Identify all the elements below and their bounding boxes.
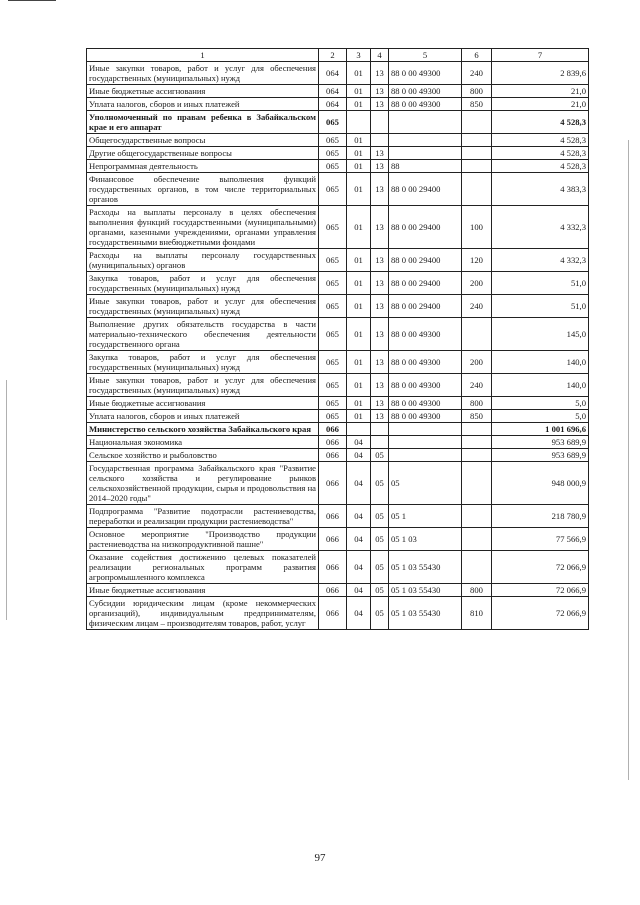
row-target-code-cell: 88 0 00 29400 xyxy=(389,272,462,295)
row-target-code-cell: 88 0 00 49300 xyxy=(389,85,462,98)
row-amount-cell: 145,0 xyxy=(492,318,589,351)
row-subsection-cell: 13 xyxy=(371,295,389,318)
row-expense-type-cell xyxy=(462,505,492,528)
row-amount-cell: 953 689,9 xyxy=(492,436,589,449)
row-section-cell: 04 xyxy=(347,462,371,505)
table-row xyxy=(87,62,589,85)
row-name-cell: Министерство сельского хозяйства Забайкальского края xyxy=(87,423,319,436)
row-amount-cell: 1 001 696,6 xyxy=(492,423,589,436)
row-subsection-cell: 13 xyxy=(371,272,389,295)
table-row xyxy=(87,173,589,206)
row-admin-code-cell: 066 xyxy=(319,436,347,449)
row-section-cell: 01 xyxy=(347,295,371,318)
row-amount-cell: 21,0 xyxy=(492,98,589,111)
table-row xyxy=(87,206,589,249)
header-col-4: 4 xyxy=(371,49,389,62)
table-row xyxy=(87,160,589,173)
row-expense-type-cell: 240 xyxy=(462,62,492,85)
row-amount-cell: 5,0 xyxy=(492,410,589,423)
row-name-cell: Уполномоченный по правам ребенка в Забайкальском крае и его аппарат xyxy=(87,111,319,134)
row-admin-code-cell: 065 xyxy=(319,111,347,134)
table-row xyxy=(87,147,589,160)
row-amount-cell: 140,0 xyxy=(492,351,589,374)
row-target-code-cell: 88 0 00 49300 xyxy=(389,410,462,423)
page-number: 97 xyxy=(314,852,326,864)
row-subsection-cell: 13 xyxy=(371,173,389,206)
row-name-cell: Закупка товаров, работ и услуг для обеспечения государственных (муниципальных) нужд xyxy=(87,351,319,374)
row-admin-code-cell: 064 xyxy=(319,98,347,111)
row-admin-code-cell: 066 xyxy=(319,423,347,436)
row-admin-code-cell: 065 xyxy=(319,206,347,249)
table-row xyxy=(87,462,589,505)
row-section-cell: 01 xyxy=(347,272,371,295)
row-section-cell: 04 xyxy=(347,528,371,551)
row-amount-cell: 953 689,9 xyxy=(492,449,589,462)
row-section-cell: 01 xyxy=(347,318,371,351)
table-row xyxy=(87,249,589,272)
row-target-code-cell: 05 1 03 xyxy=(389,528,462,551)
row-name-cell: Выполнение других обязательств государства в части материально-технического обеспечения деятельности государственного органа xyxy=(87,318,319,351)
row-subsection-cell: 13 xyxy=(371,374,389,397)
row-name-cell: Национальная экономика xyxy=(87,436,319,449)
row-target-code-cell: 88 0 00 29400 xyxy=(389,206,462,249)
row-expense-type-cell xyxy=(462,462,492,505)
table-row xyxy=(87,505,589,528)
row-admin-code-cell: 065 xyxy=(319,374,347,397)
row-name-cell: Уплата налогов, сборов и иных платежей xyxy=(87,410,319,423)
row-amount-cell: 51,0 xyxy=(492,295,589,318)
row-amount-cell: 21,0 xyxy=(492,85,589,98)
header-col-7: 7 xyxy=(492,49,589,62)
row-target-code-cell: 05 1 03 55430 xyxy=(389,551,462,584)
table-row xyxy=(87,295,589,318)
table-row xyxy=(87,374,589,397)
row-amount-cell: 2 839,6 xyxy=(492,62,589,85)
row-section-cell: 01 xyxy=(347,134,371,147)
row-amount-cell: 4 332,3 xyxy=(492,206,589,249)
top-rule xyxy=(8,0,56,1)
row-target-code-cell: 88 0 00 49300 xyxy=(389,318,462,351)
budget-table xyxy=(86,48,589,630)
row-target-code-cell: 05 1 xyxy=(389,505,462,528)
row-section-cell: 01 xyxy=(347,160,371,173)
row-subsection-cell: 13 xyxy=(371,351,389,374)
row-section-cell: 04 xyxy=(347,597,371,630)
row-section-cell: 01 xyxy=(347,62,371,85)
table-row xyxy=(87,134,589,147)
row-amount-cell: 948 000,9 xyxy=(492,462,589,505)
scan-edge-right xyxy=(628,140,629,780)
row-amount-cell: 4 383,3 xyxy=(492,173,589,206)
row-expense-type-cell: 850 xyxy=(462,410,492,423)
row-expense-type-cell xyxy=(462,551,492,584)
row-amount-cell: 4 528,3 xyxy=(492,147,589,160)
table-row xyxy=(87,528,589,551)
row-target-code-cell: 88 0 00 29400 xyxy=(389,249,462,272)
table-row xyxy=(87,423,589,436)
table-row xyxy=(87,98,589,111)
row-target-code-cell xyxy=(389,111,462,134)
row-subsection-cell: 05 xyxy=(371,462,389,505)
row-name-cell: Уплата налогов, сборов и иных платежей xyxy=(87,98,319,111)
row-amount-cell: 77 566,9 xyxy=(492,528,589,551)
row-subsection-cell: 13 xyxy=(371,147,389,160)
row-admin-code-cell: 065 xyxy=(319,410,347,423)
row-admin-code-cell: 065 xyxy=(319,173,347,206)
row-section-cell: 01 xyxy=(347,351,371,374)
row-subsection-cell: 05 xyxy=(371,505,389,528)
table-body xyxy=(87,62,589,630)
header-col-2: 2 xyxy=(319,49,347,62)
row-section-cell xyxy=(347,111,371,134)
table-row xyxy=(87,449,589,462)
row-subsection-cell: 05 xyxy=(371,528,389,551)
table-row xyxy=(87,584,589,597)
row-target-code-cell xyxy=(389,436,462,449)
row-target-code-cell: 05 1 03 55430 xyxy=(389,597,462,630)
row-section-cell: 01 xyxy=(347,397,371,410)
row-expense-type-cell: 810 xyxy=(462,597,492,630)
row-name-cell: Другие общегосударственные вопросы xyxy=(87,147,319,160)
row-admin-code-cell: 066 xyxy=(319,528,347,551)
table-row xyxy=(87,85,589,98)
row-amount-cell: 72 066,9 xyxy=(492,584,589,597)
row-name-cell: Общегосударственные вопросы xyxy=(87,134,319,147)
row-admin-code-cell: 065 xyxy=(319,351,347,374)
row-name-cell: Иные закупки товаров, работ и услуг для обеспечения государственных (муниципальных) нужд xyxy=(87,295,319,318)
row-section-cell: 04 xyxy=(347,436,371,449)
row-admin-code-cell: 066 xyxy=(319,505,347,528)
table-row xyxy=(87,397,589,410)
row-amount-cell: 4 332,3 xyxy=(492,249,589,272)
row-admin-code-cell: 065 xyxy=(319,397,347,410)
row-admin-code-cell: 065 xyxy=(319,160,347,173)
row-subsection-cell xyxy=(371,111,389,134)
header-col-3: 3 xyxy=(347,49,371,62)
row-expense-type-cell xyxy=(462,134,492,147)
row-amount-cell: 4 528,3 xyxy=(492,111,589,134)
row-subsection-cell xyxy=(371,134,389,147)
row-target-code-cell: 88 xyxy=(389,160,462,173)
row-name-cell: Сельское хозяйство и рыболовство xyxy=(87,449,319,462)
row-admin-code-cell: 064 xyxy=(319,62,347,85)
row-subsection-cell: 13 xyxy=(371,206,389,249)
row-section-cell: 01 xyxy=(347,249,371,272)
row-section-cell: 01 xyxy=(347,98,371,111)
row-name-cell: Субсидии юридическим лицам (кроме некоммерческих организаций), индивидуальным предпринимателям, физическим лицам – производителям товаров, работ, услуг xyxy=(87,597,319,630)
table-row xyxy=(87,272,589,295)
row-name-cell: Иные закупки товаров, работ и услуг для обеспечения государственных (муниципальных) нужд xyxy=(87,374,319,397)
row-subsection-cell: 13 xyxy=(371,397,389,410)
row-subsection-cell: 05 xyxy=(371,597,389,630)
row-admin-code-cell: 065 xyxy=(319,134,347,147)
row-amount-cell: 72 066,9 xyxy=(492,597,589,630)
row-name-cell: Государственная программа Забайкальского края "Развитие сельского хозяйства и регулирование рынков сельскохозяйственной продукции, сырья и продовольствия на 2014–2020 годы" xyxy=(87,462,319,505)
row-subsection-cell: 05 xyxy=(371,449,389,462)
row-name-cell: Оказание содействия достижению целевых показателей реализации региональных программ развития агропромышленного комплекса xyxy=(87,551,319,584)
row-target-code-cell xyxy=(389,449,462,462)
row-amount-cell: 218 780,9 xyxy=(492,505,589,528)
table-row xyxy=(87,111,589,134)
row-admin-code-cell: 064 xyxy=(319,85,347,98)
row-name-cell: Непрограммная деятельность xyxy=(87,160,319,173)
row-name-cell: Подпрограмма "Развитие подотрасли растениеводства, переработки и реализации продукции растениеводства" xyxy=(87,505,319,528)
row-expense-type-cell xyxy=(462,423,492,436)
row-admin-code-cell: 065 xyxy=(319,295,347,318)
row-expense-type-cell xyxy=(462,173,492,206)
row-amount-cell: 72 066,9 xyxy=(492,551,589,584)
row-subsection-cell: 13 xyxy=(371,410,389,423)
row-target-code-cell: 88 0 00 29400 xyxy=(389,173,462,206)
row-section-cell: 01 xyxy=(347,410,371,423)
row-admin-code-cell: 065 xyxy=(319,147,347,160)
row-name-cell: Иные бюджетные ассигнования xyxy=(87,397,319,410)
row-section-cell xyxy=(347,423,371,436)
row-amount-cell: 5,0 xyxy=(492,397,589,410)
row-amount-cell: 4 528,3 xyxy=(492,160,589,173)
table-row xyxy=(87,351,589,374)
row-target-code-cell: 88 0 00 29400 xyxy=(389,295,462,318)
row-subsection-cell: 13 xyxy=(371,318,389,351)
row-target-code-cell xyxy=(389,147,462,160)
row-expense-type-cell: 240 xyxy=(462,374,492,397)
header-col-6: 6 xyxy=(462,49,492,62)
row-expense-type-cell xyxy=(462,160,492,173)
scan-edge-left xyxy=(6,380,7,620)
row-target-code-cell xyxy=(389,423,462,436)
row-admin-code-cell: 066 xyxy=(319,551,347,584)
row-admin-code-cell: 066 xyxy=(319,449,347,462)
row-admin-code-cell: 066 xyxy=(319,584,347,597)
row-admin-code-cell: 065 xyxy=(319,249,347,272)
row-name-cell: Закупка товаров, работ и услуг для обеспечения государственных (муниципальных) нужд xyxy=(87,272,319,295)
row-name-cell: Основное мероприятие "Производство продукции растениеводства на низкопродуктивной пашне" xyxy=(87,528,319,551)
row-expense-type-cell: 800 xyxy=(462,584,492,597)
row-subsection-cell: 13 xyxy=(371,160,389,173)
row-expense-type-cell xyxy=(462,436,492,449)
row-subsection-cell: 13 xyxy=(371,85,389,98)
row-expense-type-cell: 850 xyxy=(462,98,492,111)
row-name-cell: Иные бюджетные ассигнования xyxy=(87,85,319,98)
row-expense-type-cell xyxy=(462,318,492,351)
row-amount-cell: 4 528,3 xyxy=(492,134,589,147)
row-section-cell: 01 xyxy=(347,173,371,206)
row-expense-type-cell: 800 xyxy=(462,397,492,410)
row-target-code-cell xyxy=(389,134,462,147)
row-target-code-cell: 88 0 00 49300 xyxy=(389,62,462,85)
row-name-cell: Иные бюджетные ассигнования xyxy=(87,584,319,597)
row-section-cell: 01 xyxy=(347,147,371,160)
row-target-code-cell: 05 xyxy=(389,462,462,505)
table-row xyxy=(87,551,589,584)
row-section-cell: 04 xyxy=(347,505,371,528)
row-subsection-cell: 05 xyxy=(371,551,389,584)
row-expense-type-cell xyxy=(462,147,492,160)
row-admin-code-cell: 065 xyxy=(319,318,347,351)
row-subsection-cell xyxy=(371,423,389,436)
row-target-code-cell: 88 0 00 49300 xyxy=(389,351,462,374)
row-section-cell: 01 xyxy=(347,374,371,397)
header-col-5: 5 xyxy=(389,49,462,62)
row-expense-type-cell: 100 xyxy=(462,206,492,249)
row-admin-code-cell: 066 xyxy=(319,462,347,505)
row-expense-type-cell: 120 xyxy=(462,249,492,272)
table-row xyxy=(87,597,589,630)
row-amount-cell: 140,0 xyxy=(492,374,589,397)
row-section-cell: 04 xyxy=(347,584,371,597)
row-target-code-cell: 05 1 03 55430 xyxy=(389,584,462,597)
table-row xyxy=(87,436,589,449)
row-expense-type-cell: 240 xyxy=(462,295,492,318)
row-subsection-cell: 13 xyxy=(371,62,389,85)
row-section-cell: 04 xyxy=(347,449,371,462)
row-admin-code-cell: 066 xyxy=(319,597,347,630)
row-expense-type-cell: 200 xyxy=(462,272,492,295)
row-section-cell: 01 xyxy=(347,85,371,98)
row-admin-code-cell: 065 xyxy=(319,272,347,295)
row-expense-type-cell xyxy=(462,449,492,462)
table-row xyxy=(87,410,589,423)
table-row xyxy=(87,318,589,351)
row-expense-type-cell: 800 xyxy=(462,85,492,98)
header-col-1: 1 xyxy=(87,49,319,62)
row-subsection-cell: 13 xyxy=(371,249,389,272)
row-subsection-cell: 05 xyxy=(371,584,389,597)
row-amount-cell: 51,0 xyxy=(492,272,589,295)
row-section-cell: 01 xyxy=(347,206,371,249)
row-target-code-cell: 88 0 00 49300 xyxy=(389,98,462,111)
row-target-code-cell: 88 0 00 49300 xyxy=(389,397,462,410)
row-section-cell: 04 xyxy=(347,551,371,584)
row-name-cell: Расходы на выплаты персоналу в целях обеспечения выполнения функций государственными (муниципальными) органами, казенными учреждениями, органами управления государственными внебюджетными фондами xyxy=(87,206,319,249)
row-target-code-cell: 88 0 00 49300 xyxy=(389,374,462,397)
row-expense-type-cell: 200 xyxy=(462,351,492,374)
row-name-cell: Расходы на выплаты персоналу государственных (муниципальных) органов xyxy=(87,249,319,272)
header-row xyxy=(87,49,589,62)
row-expense-type-cell xyxy=(462,111,492,134)
row-name-cell: Финансовое обеспечение выполнения функций государственных органов, в том числе территориальных органов xyxy=(87,173,319,206)
row-name-cell: Иные закупки товаров, работ и услуг для обеспечения государственных (муниципальных) нужд xyxy=(87,62,319,85)
row-expense-type-cell xyxy=(462,528,492,551)
row-subsection-cell xyxy=(371,436,389,449)
row-subsection-cell: 13 xyxy=(371,98,389,111)
